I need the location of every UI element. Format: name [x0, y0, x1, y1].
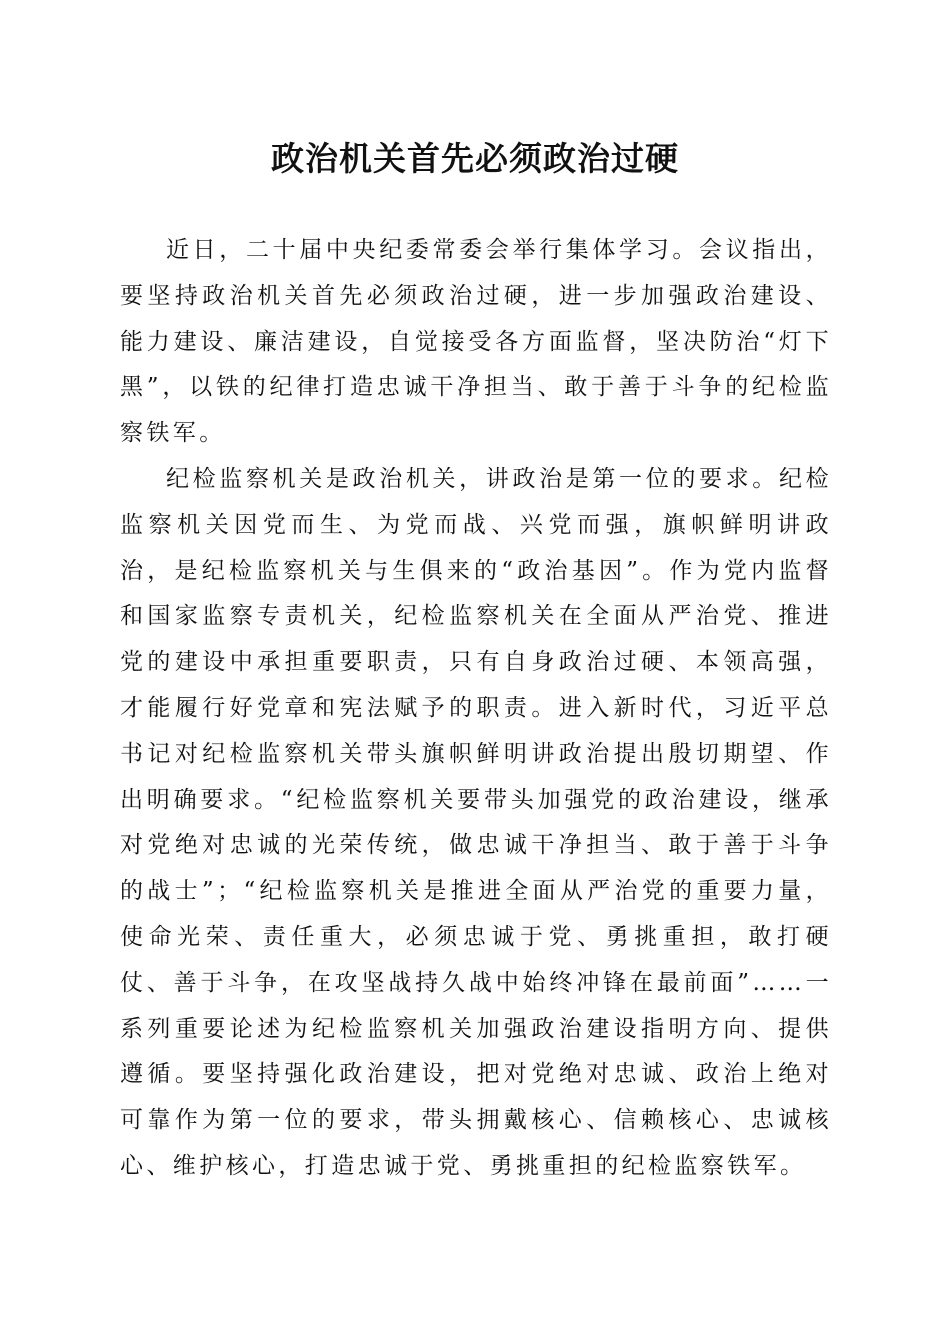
document-body — [120, 228, 832, 1190]
paragraph-1: 近日，二十届中央纪委常委会举行集体学习。会议指出，要坚持政治机关首先必须政治过硬，进一步加强政治建设、能力建设、廉洁建设，自觉接受各方面监督，坚决防治“灯下黑”，以铁的纪律打造忠诚干净担当、敢于善于斗争的纪检监察铁军。 — [120, 237, 832, 447]
paragraph-2: 纪检监察机关是政治机关，讲政治是第一位的要求。纪检监察机关因党而生、为党而战、兴党而强，旗帜鲜明讲政治，是纪检监察机关与生俱来的“政治基因”。作为党内监督和国家监察专责机关，纪检监察机关在全面从严治党、推进党的建设中承担重要职责，只有自身政治过硬、本领高强，才能履行好党章和宪法赋予的职责。进入新时代，习近平总书记对纪检监察机关带头旗帜鲜明讲政治提出殷切期望、作出明确要求。“纪检监察机关要带头加强党的政治建设，继承对党绝对忠诚的光荣传统，做忠诚干净担当、敢于善于斗争的战士”；“纪检监察机关是推进全面从严治党的重要力量，使命光荣、责任重大，必须忠诚于党、勇挑重担，敢打硬仗、善于斗争，在攻坚战持久战中始终冲锋在最前面”……一系列重要论述为纪检监察机关加强政治建设指明方向、提供遵循。要坚持强化政治建设，把对党绝对忠诚、政治上绝对可靠作为第一位的要求，带头拥戴核心、信赖核心、忠诚核心、维护核心，打造忠诚于党、勇挑重担的纪检监察铁军。 — [120, 465, 832, 1179]
document-title: 政治机关首先必须政治过硬 — [271, 139, 679, 178]
